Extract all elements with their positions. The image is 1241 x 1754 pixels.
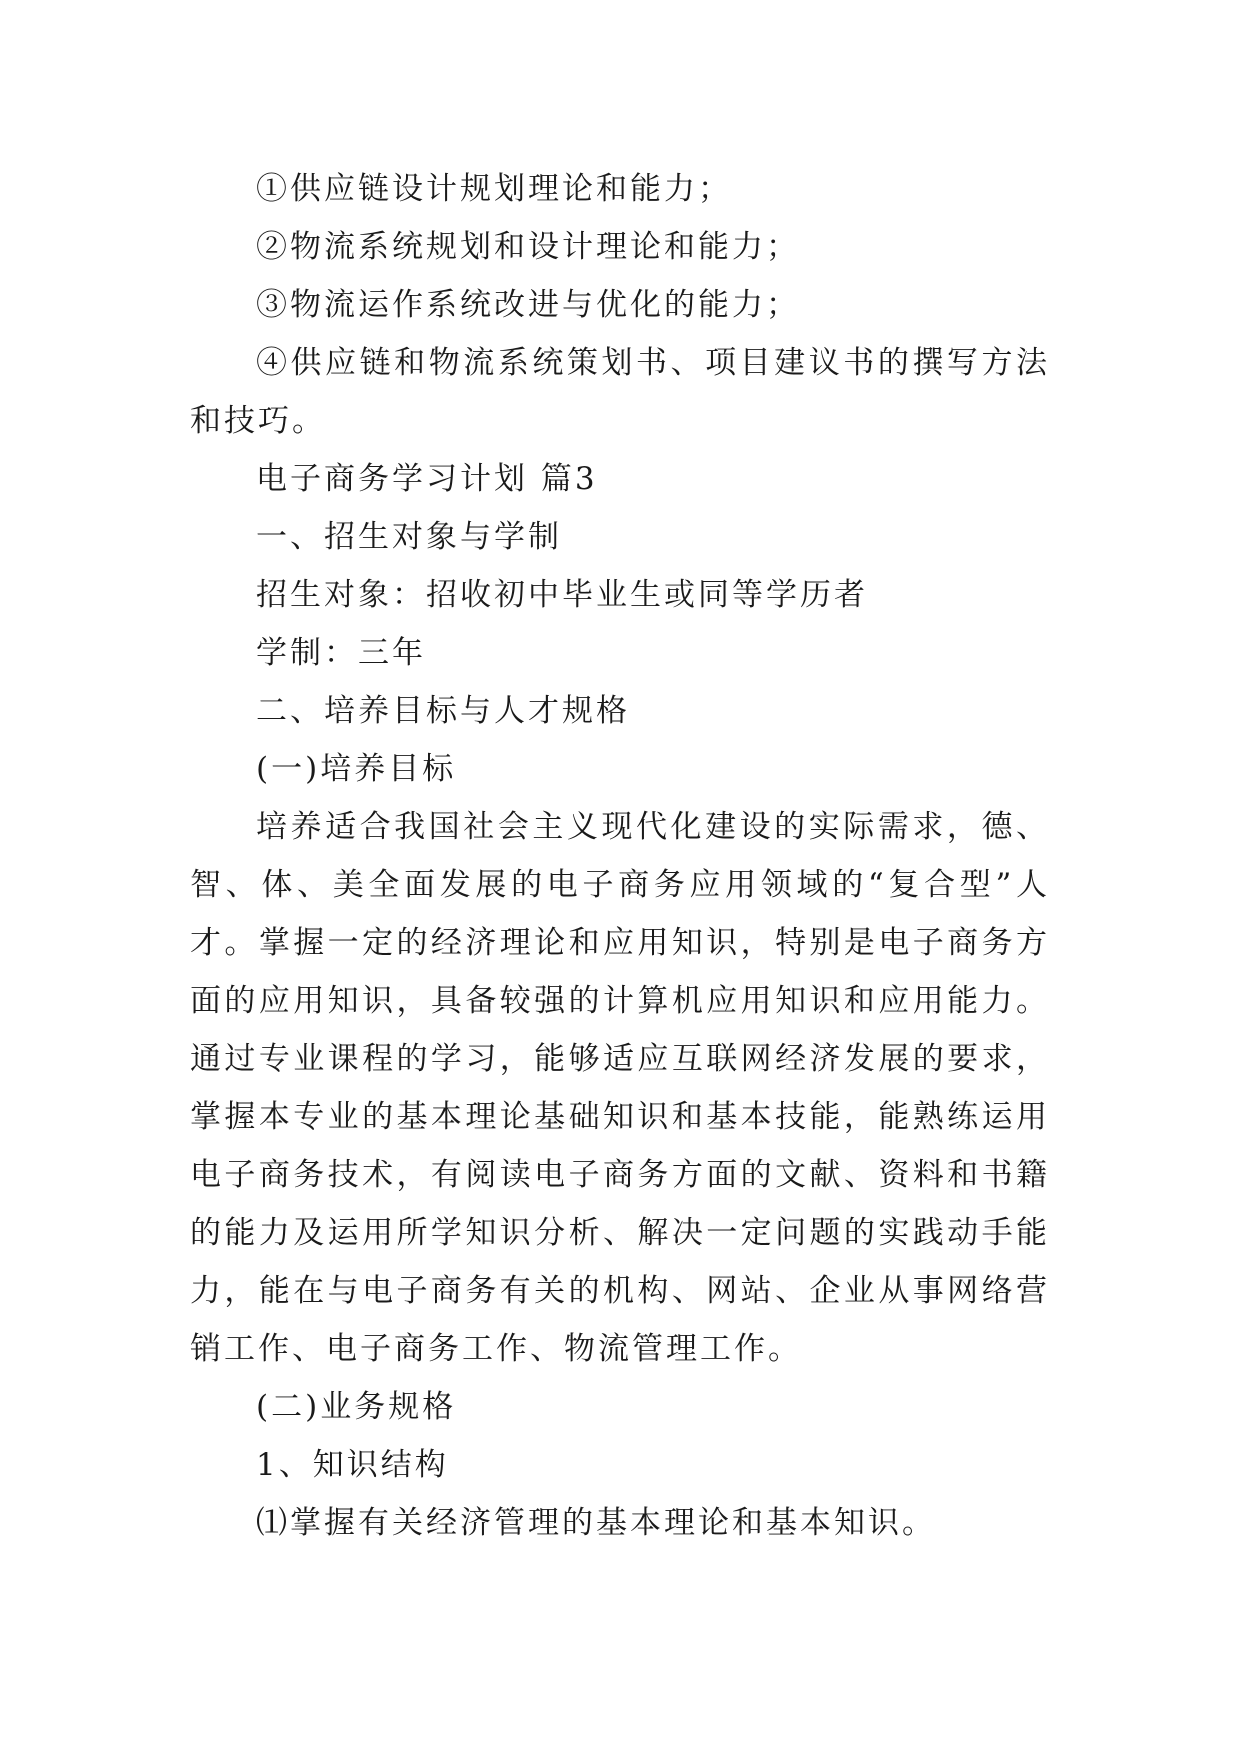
heading-knowledge-structure: 1、知识结构 [256,1447,449,1483]
subheading-business-specs: (二)业务规格 [256,1389,457,1425]
section-title: 电子商务学习计划 篇3 [256,461,598,497]
study-duration: 学制：三年 [256,635,426,671]
list-item-supply-chain-design: ①供应链设计规划理论和能力； [256,171,732,207]
list-item-economic-management: ⑴掌握有关经济管理的基本理论和基本知识。 [256,1505,936,1541]
list-item-logistics-system-planning: ②物流系统规划和设计理论和能力； [256,229,800,265]
training-goals-paragraph: 培养适合我国社会主义现代化建设的实际需求，德、智、体、美全面发展的电子商务应用领域的“复合型”人才。掌握一定的经济理论和应用知识，特别是电子商务方面的应用知识，具备较强的计算机应用知识和应用能力。通过专业课程的学习，能够适应互联网经济发展的要求，掌握本专业的基本理论基础知识和基本技能，能熟练运用电子商务技术，有阅读电子商务方面的文献、资料和书籍的能力及运用所学知识分析、解决一定问题的实践动手能力，能在与电子商务有关的机构、网站、企业从事网络营销工作、电子商务工作、物流管理工作。 [190,809,1050,1367]
enrollment-target: 招生对象：招收初中毕业生或同等学历者 [256,577,868,613]
list-item-logistics-optimization: ③物流运作系统改进与优化的能力； [256,287,800,323]
list-item-proposal-writing: ④供应链和物流系统策划书、项目建议书的撰写方法和技巧。 [190,345,1050,439]
heading-enrollment: 一、招生对象与学制 [256,519,562,555]
subheading-training-goals: (一)培养目标 [256,751,457,787]
heading-training-goals: 二、培养目标与人才规格 [256,693,630,729]
document-body [190,160,1050,1552]
